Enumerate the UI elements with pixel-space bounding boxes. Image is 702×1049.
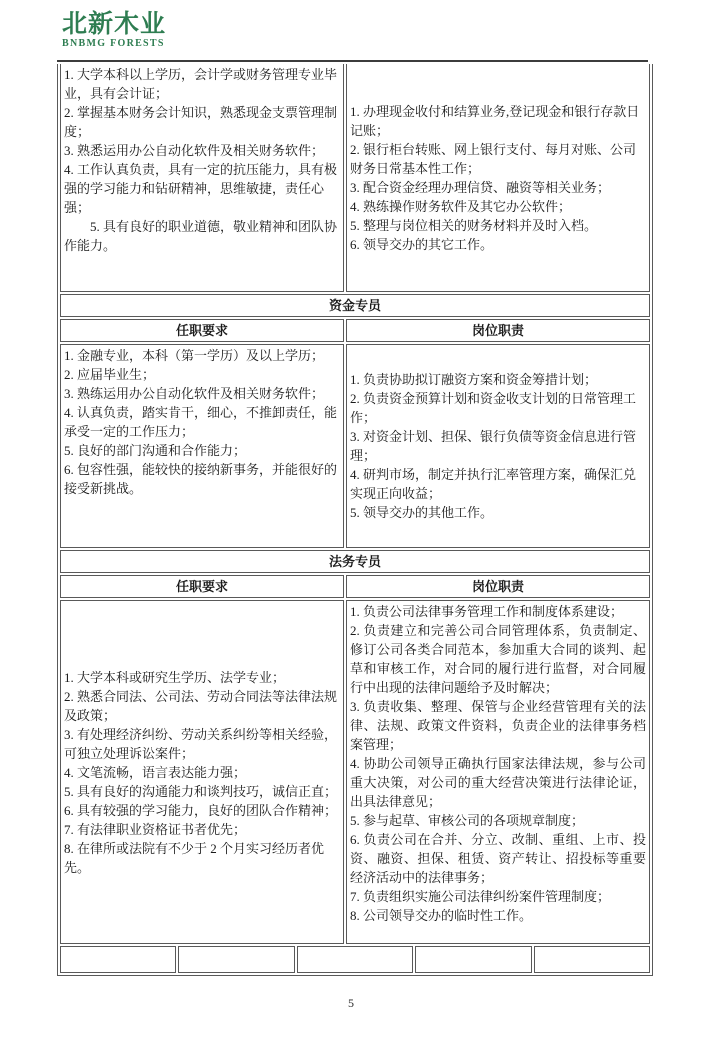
- duties-header-legal: 岗位职责: [346, 575, 650, 598]
- list-item: 5. 良好的部门沟通和合作能力；: [64, 443, 247, 458]
- list-item: 5. 整理与岗位相关的财务材料并及时入档。: [350, 217, 598, 233]
- signature-cell: [60, 946, 176, 973]
- list-item: 7. 有法律职业资格证书者优先；: [64, 821, 247, 837]
- list-item: 2. 负责建立和完善公司合同管理体系，负责制定、修订公司各类合同范本，参加重大合同的谈判、起草和审核工作，对合同的履行进行监督，对合同履行中出现的法律问题给予及时解决；: [350, 623, 646, 695]
- list-item: 1. 大学本科以上学历，会计学或财务管理专业毕业，具有会计证；: [64, 67, 338, 101]
- column-header-row-legal: [60, 575, 650, 598]
- table-row-funds: [60, 344, 650, 548]
- list-item: 4. 研判市场，制定并执行汇率管理方案，确保汇兑实现正向收益；: [350, 467, 637, 501]
- column-header-row-funds: [60, 319, 650, 342]
- requirements-header: 任职要求: [60, 319, 344, 342]
- signature-row: [60, 946, 650, 973]
- section-title-row-funds: [60, 294, 650, 317]
- list-item: 4. 文笔流畅，语言表达能力强；: [64, 764, 247, 780]
- list-item: 2. 熟悉合同法、公司法、劳动合同法等法律法规及政策；: [64, 688, 338, 723]
- list-item: 1. 负责协助拟订融资方案和资金筹措计划；: [350, 372, 598, 387]
- list-item: 3. 负责收集、整理、保管与企业经营管理有关的法律、法规、政策文件资料，负责企业的法律事务档案管理；: [350, 699, 646, 752]
- signature-cell: [415, 946, 531, 973]
- list-item: 3. 有处理经济纠纷、劳动关系纠纷等相关经验，可独立处理诉讼案件；: [64, 726, 338, 761]
- list-item: 5. 参与起草、审核公司的各项规章制度；: [350, 813, 585, 828]
- requirements-cell-legal: [60, 600, 344, 944]
- list-item: 1. 办理现金收付和结算业务,登记现金和银行存款日记账；: [350, 103, 640, 138]
- signature-cell: [297, 946, 413, 973]
- list-item: 6. 领导交办的其它工作。: [350, 236, 494, 252]
- signature-cell: [534, 946, 650, 973]
- list-item: 5. 具有良好的沟通能力和谈判技巧，诚信正直；: [64, 783, 338, 799]
- list-item: 3. 熟悉运用办公自动化软件及相关财务软件；: [64, 143, 325, 158]
- list-item: 1. 大学本科或研究生学历、法学专业；: [64, 669, 286, 685]
- duties-cell-accounting: [346, 64, 650, 292]
- table-row-legal: [60, 600, 650, 944]
- list-item: 4. 认真负责，踏实肯干，细心，不推卸责任，能承受一定的工作压力；: [64, 405, 338, 439]
- list-item: 8. 公司领导交办的临时性工作。: [350, 908, 533, 923]
- company-logo: [62, 10, 166, 50]
- list-item: 6. 负责公司在合并、分立、改制、重组、上市、投资、融资、担保、租赁、资产转让、招投标等重要经济活动中的法律事务；: [350, 832, 646, 885]
- list-item: 8. 在律所或法院有不少于 2 个月实习经历者优先。: [64, 840, 325, 875]
- list-item: 2. 负责资金预算计划和资金收支计划的日常管理工作；: [350, 391, 637, 425]
- list-item: 6. 具有较强的学习能力，良好的团队合作精神；: [64, 802, 338, 818]
- list-item: 2. 应届毕业生；: [64, 367, 156, 382]
- list-item: 1. 负责公司法律事务管理工作和制度体系建设；: [350, 604, 624, 619]
- table-row-accounting-continued: [60, 64, 650, 292]
- job-description-table: [57, 64, 653, 976]
- list-item: 4. 协助公司领导正确执行国家法律法规，参与公司重大决策，对公司的重大经营决策进行法律论证，出具法律意见；: [350, 756, 646, 809]
- header-rule: [57, 60, 648, 62]
- list-item: 2. 掌握基本财务会计知识，熟悉现金支票管理制度；: [64, 105, 338, 139]
- list-item: 3. 对资金计划、担保、银行负债等资金信息进行管理；: [350, 429, 637, 463]
- list-item: 6. 包容性强，能较快的接纳新事务，并能很好的接受新挑战。: [64, 462, 338, 496]
- duties-cell-legal: [346, 600, 650, 944]
- logo-subtitle: BNBMG FORESTS: [62, 38, 165, 49]
- section-title-funds: 资金专员: [60, 294, 650, 317]
- duties-header: 岗位职责: [346, 319, 650, 342]
- section-title-row-legal: [60, 550, 650, 573]
- signature-cell: [178, 946, 294, 973]
- logo-title: 北新木业: [62, 9, 167, 38]
- list-item: 3. 熟练运用办公自动化软件及相关财务软件；: [64, 386, 325, 401]
- list-item: 5. 领导交办的其他工作。: [350, 505, 494, 520]
- requirements-header-legal: 任职要求: [60, 575, 344, 598]
- duties-cell-funds: [346, 344, 650, 548]
- list-item: 5. 具有良好的职业道德，敬业精神和团队协作能力。: [64, 219, 338, 253]
- list-item: 4. 熟练操作财务软件及其它办公软件；: [350, 198, 572, 214]
- requirements-cell-funds: [60, 344, 344, 548]
- list-item: 1. 金融专业，本科（第一学历）及以上学历；: [64, 348, 325, 363]
- list-item: 2. 银行柜台转账、网上银行支付、每月对账、公司财务日常基本性工作；: [350, 141, 637, 176]
- list-item: 3. 配合资金经理办理信贷、融资等相关业务；: [350, 179, 611, 195]
- requirements-cell-accounting: [60, 64, 344, 292]
- list-item: 7. 负责组织实施公司法律纠纷案件管理制度；: [350, 889, 611, 904]
- section-title-legal: 法务专员: [60, 550, 650, 573]
- list-item: 4. 工作认真负责，具有一定的抗压能力，具有极强的学习能力和钻研精神，思维敏捷，责任心强；: [64, 162, 338, 215]
- page-number: 5: [348, 996, 354, 1010]
